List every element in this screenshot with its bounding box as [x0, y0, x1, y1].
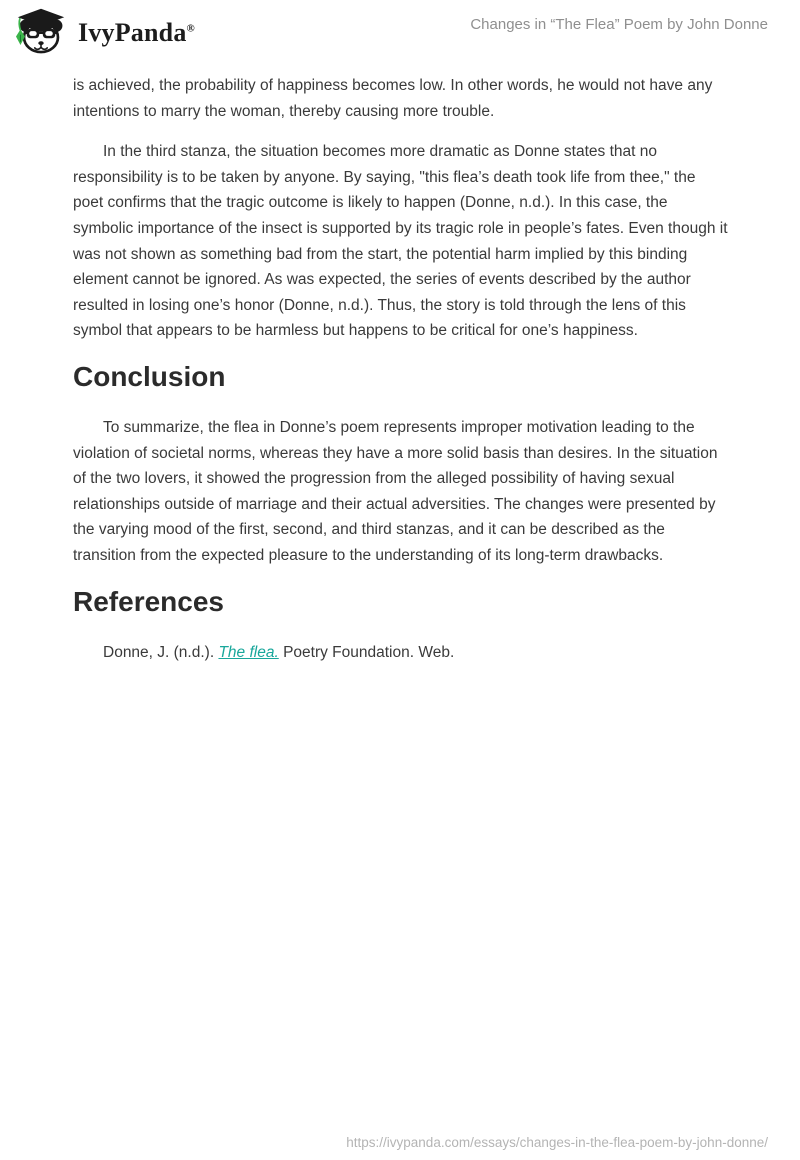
- registered-mark: ®: [186, 22, 195, 35]
- essay-body: [73, 73, 729, 680]
- conclusion-heading: Conclusion: [73, 360, 226, 392]
- page-header: [0, 0, 800, 62]
- document-title: Changes in “The Flea” Poem by John Donne: [470, 16, 768, 33]
- ivypanda-logo: [14, 7, 68, 57]
- brand-name: IvyPanda®: [78, 18, 195, 47]
- reference-entry: [73, 640, 729, 666]
- source-url: https://ivypanda.com/essays/changes-in-the-flea-poem-by-john-donne/: [346, 1135, 768, 1150]
- page-footer: [346, 1135, 768, 1150]
- paragraph-conclusion: To summarize, the flea in Donne’s poem represents improper motivation leading to the violation of societal norms, whereas they have a more solid basis than desires. In the situation of the two lovers, it showed the progression from the alleged possibility of having sexual relationships outside of marriage and their actual adversities. The changes were presented by the varying mood of the first, second, and third stanzas, and it can be described as the transition from the expected pleasure to the understanding of its long-term drawbacks.: [73, 418, 718, 564]
- reference-prefix: Donne, J. (n.d.).: [103, 643, 219, 661]
- reference-suffix: Poetry Foundation. Web.: [278, 643, 455, 661]
- references-heading: References: [73, 585, 224, 617]
- reference-link-the-flea[interactable]: The flea.: [218, 643, 279, 661]
- paragraph-third-stanza: In the third stanza, the situation becomes more dramatic as Donne states that no responsibility is to be taken by anyone. By saying, "this flea’s death took life from thee," the poet confirms that the tragic outcome is likely to happen (Donne, n.d.). In this case, the symbolic importance of the insect is supported by its tragic role in people’s fates. Even though it was not shown as something bad from the start, the potential harm implied by this binding element cannot be ignored. As was expected, the series of events described by the author resulted in losing one’s honor (Donne, n.d.). Thus, the story is told through the lens of this symbol that appears to be harmless but happens to be critical for one’s happiness.: [73, 143, 728, 340]
- paragraph-continuation: is achieved, the probability of happiness becomes low. In other words, he would not have any intentions to marry the woman, thereby causing more trouble.: [73, 77, 713, 120]
- panda-graduate-icon: [14, 7, 68, 57]
